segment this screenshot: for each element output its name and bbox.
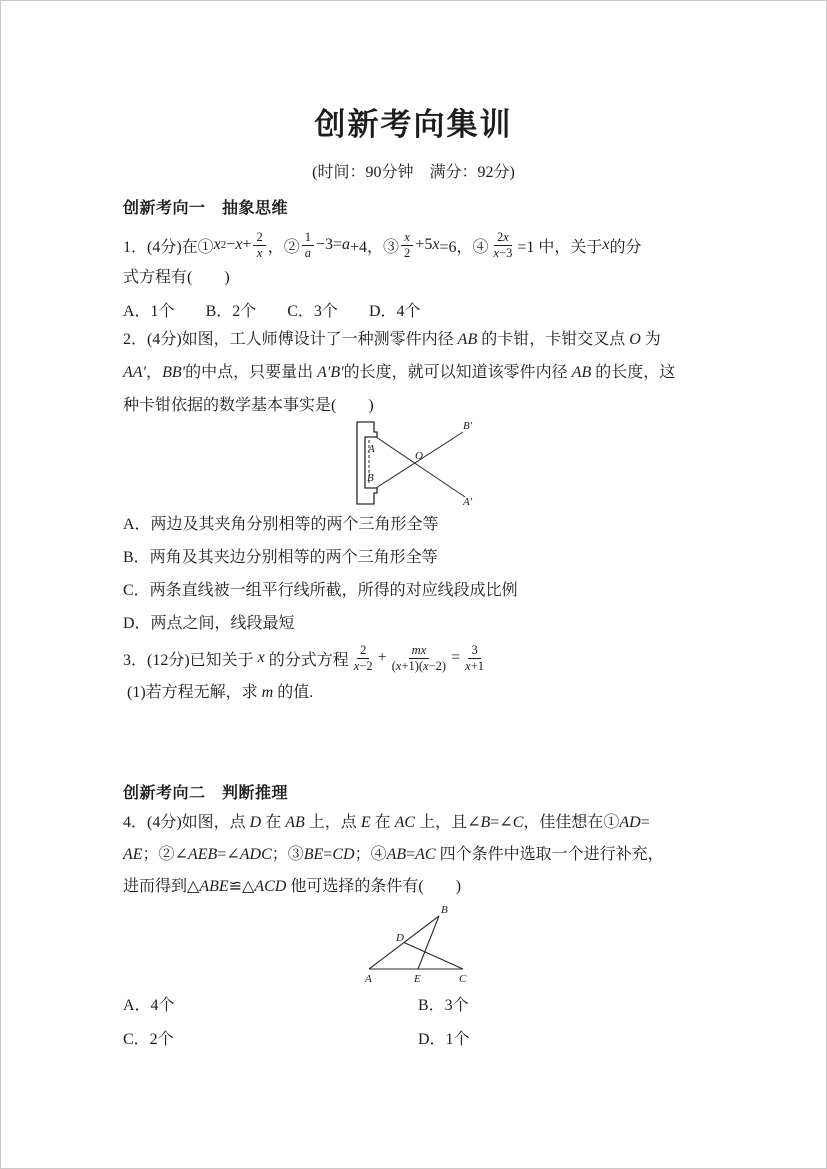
label-D: D: [396, 932, 404, 944]
math-variable: x: [353, 658, 360, 673]
text-run: 2: [497, 229, 504, 244]
math-variable: O: [629, 331, 641, 348]
q4-option-c: C．2个: [123, 1031, 174, 1048]
text-run: 在: [370, 814, 395, 831]
q2-line3: [123, 396, 374, 416]
math-variable: x: [404, 229, 410, 244]
text-run: 1: [304, 229, 311, 244]
math-variable: ACD: [254, 878, 287, 895]
math-variable: AB: [285, 814, 305, 831]
text-run: −: [226, 236, 236, 253]
q3-line1: [123, 640, 489, 676]
q1-line1: [123, 227, 642, 263]
math-variable: x: [602, 236, 610, 253]
text-run: 3: [471, 642, 478, 657]
q1-options: [123, 298, 421, 321]
text-run: =∠: [217, 846, 240, 863]
math-variable: mx: [411, 642, 427, 657]
text-run: ；③: [271, 846, 304, 863]
page-subtitle: (时间：90分钟 满分：92分): [312, 164, 515, 181]
text-run: =1 中，关于: [517, 238, 603, 256]
text-run: −2: [359, 658, 373, 673]
text-run: 的长度，就可以知道该零件内径: [343, 364, 572, 381]
math-variable: BB′: [162, 364, 186, 381]
text-run: 2: [360, 642, 367, 657]
label-O: O: [415, 450, 423, 462]
math-variable: D: [249, 814, 262, 831]
math-variable: x: [432, 236, 440, 253]
text-run: 上，且∠: [415, 814, 481, 831]
text-run: 3．(12分)已知关于: [123, 651, 258, 669]
text-run: =6，④: [439, 238, 489, 256]
q1-option-a: A．1个: [123, 303, 175, 320]
math-variable: AC: [415, 846, 436, 863]
math-variable: CD: [332, 846, 355, 863]
text-run: +: [377, 649, 387, 666]
fraction: [389, 643, 449, 674]
text-run: +1)(: [401, 658, 424, 673]
line-A-to-A-prime: [376, 437, 465, 497]
math-variable: x: [423, 658, 429, 673]
text-run: 进而得到△: [123, 878, 200, 895]
fraction-denominator: [462, 659, 487, 674]
q3-sub1: [127, 683, 313, 703]
text-run: =: [640, 814, 650, 831]
text-run: 的长度，这: [591, 364, 676, 381]
text-run: ，②: [267, 238, 300, 256]
figure-triangle: [356, 901, 496, 991]
fraction-denominator: [389, 659, 449, 674]
label-B: B: [367, 472, 374, 484]
text-run: 2: [256, 229, 263, 244]
math-variable: x: [235, 236, 243, 253]
text-run: ；②∠: [142, 846, 188, 863]
fraction-denominator: [302, 246, 314, 261]
text-run: ；④: [354, 846, 387, 863]
fraction-numerator: [401, 230, 413, 246]
caliper-bracket: [357, 422, 377, 504]
label-B-prime: B′: [463, 420, 473, 432]
math-variable: A′B′: [317, 364, 344, 381]
q1-option-d: D．4个: [368, 303, 421, 320]
fraction-numerator: [302, 230, 314, 246]
label-A: A: [365, 973, 372, 985]
fraction-numerator: [409, 643, 430, 659]
text-run: +1: [470, 658, 484, 673]
math-variable: C: [512, 814, 524, 831]
math-variable: x: [503, 229, 509, 244]
math-variable: B: [480, 814, 491, 831]
text-run: 四个条件中选取一个进行补充，: [435, 846, 664, 863]
text-run: 的分式方程: [264, 651, 349, 669]
math-variable: AA′: [123, 364, 147, 381]
text-run: 2: [404, 245, 411, 260]
text-run: 1．(4分)在①: [123, 238, 214, 256]
text-run: −3=: [315, 236, 343, 253]
text-run: ，: [146, 364, 163, 381]
text-run: ≌△: [228, 878, 255, 895]
math-variable: AE: [123, 846, 143, 863]
figure-caliper: [353, 419, 483, 511]
fraction-numerator: [357, 643, 369, 659]
line-D-to-C: [404, 943, 463, 970]
label-A-prime: A′: [463, 496, 473, 508]
text-run: +5: [415, 236, 433, 253]
fraction: [490, 230, 515, 261]
math-variable: a: [342, 236, 351, 253]
label-B: B: [441, 904, 448, 916]
math-variable: x: [465, 658, 471, 673]
q4-option-b: B．3个: [418, 997, 469, 1014]
fraction-denominator: [490, 246, 515, 261]
text-run: 上，点: [304, 814, 361, 831]
math-variable: E: [360, 814, 371, 831]
label-C: C: [459, 973, 467, 985]
superscript: 2: [220, 239, 227, 251]
q4-line1: [123, 813, 650, 833]
text-run: +: [242, 236, 252, 253]
text-run: 他可选择的条件有( ): [286, 878, 462, 895]
text-run: 为: [640, 331, 661, 348]
math-variable: AEB: [187, 846, 218, 863]
math-variable: AB: [386, 846, 407, 863]
fraction: [401, 230, 413, 261]
math-variable: x: [493, 245, 500, 260]
text-run: −3: [499, 245, 513, 260]
math-variable: x: [213, 236, 221, 253]
math-variable: ABE: [199, 878, 229, 895]
q4-option-d: D．1个: [418, 1031, 470, 1048]
text-run: 种卡钳依据的数学基本事实是( ): [123, 397, 374, 414]
q1-option-b: B．2个: [205, 303, 257, 320]
fraction: [351, 643, 376, 674]
text-run: 的值.: [273, 684, 314, 701]
text-run: =∠: [490, 814, 513, 831]
text-run: (1)若方程无解，求: [127, 684, 262, 701]
fraction-denominator: [401, 246, 413, 261]
text-run: 式方程有( ): [123, 269, 230, 286]
math-variable: BE: [303, 846, 324, 863]
page-title: 创新考向集训: [314, 107, 513, 142]
text-run: =: [323, 846, 333, 863]
fraction: [253, 230, 265, 261]
fraction: [302, 230, 314, 261]
section1-heading: 创新考向一 抽象思维: [123, 200, 289, 217]
fraction-numerator: [253, 230, 265, 246]
fraction-numerator: [494, 230, 512, 246]
math-variable: x: [395, 658, 402, 673]
section2-heading: 创新考向二 判断推理: [123, 785, 289, 802]
text-run: ，佳佳想在①: [523, 814, 620, 831]
q2-option-c: C．两条直线被一组平行线所截，所得的对应线段成比例: [123, 582, 518, 599]
fraction-denominator: [351, 659, 376, 674]
math-variable: AC: [394, 814, 416, 831]
math-variable: ADC: [239, 846, 272, 863]
fraction-denominator: [254, 246, 266, 261]
math-variable: a: [304, 245, 311, 260]
q4-line3: [123, 877, 461, 897]
text-run: =: [406, 846, 416, 863]
math-variable: m: [261, 684, 274, 701]
math-variable: x: [256, 245, 263, 260]
math-variable: AB: [457, 331, 478, 348]
text-run: 的中点，只要量出: [185, 364, 318, 381]
q1-line2: [123, 268, 230, 288]
fraction: [462, 643, 487, 674]
text-run: =: [451, 649, 461, 666]
fraction-numerator: [468, 643, 480, 659]
q2-option-b: B．两角及其夹边分别相等的两个三角形全等: [123, 549, 438, 566]
text-run: 4．(4分)如图，点: [123, 814, 250, 831]
text-run: +4，③: [350, 238, 400, 256]
math-variable: x: [257, 649, 265, 666]
text-run: −2): [428, 658, 447, 673]
label-E: E: [414, 973, 421, 985]
q2-option-a: A．两边及其夹角分别相等的两个三角形全等: [123, 516, 439, 533]
text-run: (: [391, 658, 396, 673]
q1-option-c: C．3个: [287, 303, 338, 320]
math-variable: AB: [571, 364, 592, 381]
q2-option-d: D．两点之间，线段最短: [123, 615, 295, 632]
text-run: 2．(4分)如图，工人师傅设计了一种测零件内径: [123, 331, 458, 348]
q2-line2: [123, 363, 675, 383]
text-run: 的分: [609, 238, 642, 256]
math-variable: AD: [619, 814, 641, 831]
q4-option-a: A．4个: [123, 997, 175, 1014]
q2-line1: [123, 330, 661, 350]
q4-line2: [123, 845, 664, 865]
text-run: 的卡钳，卡钳交叉点: [477, 331, 630, 348]
text-run: 在: [261, 814, 286, 831]
label-A: A: [368, 443, 375, 455]
